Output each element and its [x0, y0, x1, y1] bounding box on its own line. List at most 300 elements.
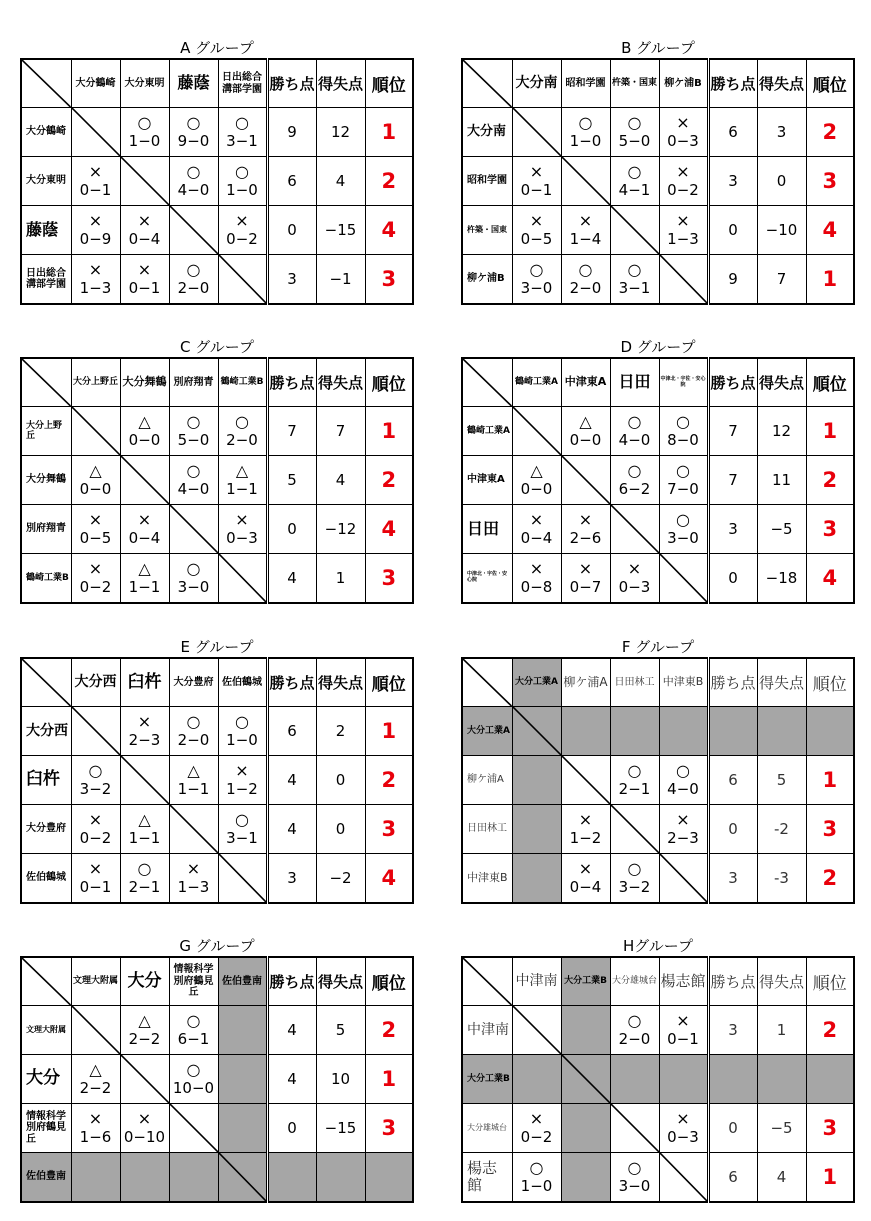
goal-diff-header: 得失点: [757, 957, 806, 1006]
row-team-3: 別府翔青: [21, 505, 71, 554]
rank-value: 2: [806, 854, 854, 904]
match-score: 0−0: [79, 480, 112, 498]
diagonal-line: [121, 157, 169, 205]
col-team-4: 佐伯鶴城: [218, 658, 267, 707]
diagonal-line: [513, 108, 561, 156]
match-score: 2−0: [226, 431, 258, 449]
diagonal-line: [660, 255, 707, 303]
match-result: [218, 805, 267, 854]
row-team-4: 日出総合 溝部学園: [21, 255, 71, 305]
self-cell: [218, 255, 267, 305]
corner-cell: [21, 59, 71, 108]
table-row: [462, 157, 854, 206]
rank-value: 2: [365, 157, 413, 206]
row-team-2: 大分東明: [21, 157, 71, 206]
col-team-2: 臼杵: [120, 658, 169, 707]
match-result: [561, 805, 610, 854]
result-symbol: △: [138, 412, 151, 431]
result-symbol: ○: [235, 162, 249, 181]
result-symbol: △: [579, 412, 592, 431]
result-symbol: ×: [578, 211, 593, 230]
match-score: 1−0: [569, 132, 602, 150]
table-row: [462, 255, 854, 305]
excluded-cell: [512, 805, 561, 854]
match-result: [659, 1006, 708, 1055]
points-value: 6: [267, 157, 316, 206]
diagonal-line: [660, 1153, 707, 1201]
result-symbol: △: [89, 461, 102, 480]
rank-value: 2: [365, 456, 413, 505]
result-symbol: ○: [186, 461, 201, 480]
col-team-3: 大分雄城台: [610, 957, 659, 1006]
rank-value: 3: [806, 1104, 854, 1153]
goal-diff-header: 得失点: [316, 957, 365, 1006]
goal-diff-value: −12: [316, 505, 365, 554]
match-score: 0−3: [618, 578, 651, 596]
match-score: 2−3: [667, 829, 699, 847]
goal-diff-value: -2: [757, 805, 806, 854]
points-header: 勝ち点: [708, 59, 757, 108]
rank-value: 4: [806, 206, 854, 255]
result-symbol: ×: [186, 859, 201, 878]
match-score: 0−9: [79, 230, 112, 248]
points-value: [708, 707, 757, 756]
match-result: [512, 456, 561, 505]
match-score: 0−2: [520, 1128, 553, 1146]
match-result: [120, 554, 169, 604]
match-score: 3−0: [618, 1177, 651, 1195]
points-header: 勝ち点: [708, 358, 757, 407]
excluded-cell: [610, 707, 659, 756]
diagonal-line: [121, 756, 169, 804]
rank-value: [806, 1055, 854, 1104]
col-team-1: 大分鶴崎: [71, 59, 120, 108]
match-result: [659, 1104, 708, 1153]
self-cell: [71, 407, 120, 456]
match-result: [218, 505, 267, 554]
rank-value: 1: [365, 707, 413, 756]
points-header: 勝ち点: [267, 358, 316, 407]
rank-value: 1: [806, 1153, 854, 1203]
row-team-3: 藤蔭: [21, 206, 71, 255]
self-cell: [218, 854, 267, 904]
match-result: [169, 157, 218, 206]
self-cell: [659, 854, 708, 904]
table-row: [462, 707, 854, 756]
points-value: 7: [708, 456, 757, 505]
excluded-cell: [561, 707, 610, 756]
diagonal-line: [660, 854, 707, 902]
match-result: [659, 157, 708, 206]
corner-cell: [462, 59, 512, 108]
result-symbol: ○: [627, 1158, 642, 1177]
diagonal-line: [463, 359, 512, 406]
match-result: [610, 1006, 659, 1055]
result-symbol: ○: [676, 461, 690, 480]
col-team-3: 藤蔭: [169, 59, 218, 108]
corner-cell: [21, 658, 71, 707]
match-result: [512, 1153, 561, 1203]
rank-value: [365, 1153, 413, 1203]
rank-value: 4: [365, 854, 413, 904]
goal-diff-value: −15: [316, 1104, 365, 1153]
match-score: 1−0: [520, 1177, 553, 1195]
result-symbol: ×: [137, 712, 152, 731]
points-value: 6: [708, 1153, 757, 1203]
table-row: [462, 505, 854, 554]
row-team-3: 大分豊府: [21, 805, 71, 854]
self-cell: [71, 1006, 120, 1055]
result-symbol: ○: [186, 712, 201, 731]
match-result: [120, 805, 169, 854]
goal-diff-header: 得失点: [757, 358, 806, 407]
goal-diff-header: 得失点: [316, 358, 365, 407]
match-score: 2−1: [128, 878, 161, 896]
self-cell: [610, 805, 659, 854]
match-result: [169, 1006, 218, 1055]
self-cell: [610, 206, 659, 255]
goal-diff-value: 1: [757, 1006, 806, 1055]
table-row: [21, 756, 413, 805]
result-symbol: △: [235, 461, 249, 480]
standings-table: [20, 956, 414, 1203]
result-symbol: ×: [88, 859, 103, 878]
excluded-cell: [512, 707, 561, 756]
excluded-cell: [71, 1153, 120, 1203]
col-team-3: 別府翔青: [169, 358, 218, 407]
match-score: 4−1: [618, 181, 651, 199]
match-score: 0−4: [569, 878, 602, 896]
table-row: [21, 206, 413, 255]
match-result: [561, 505, 610, 554]
row-team-2: 柳ケ浦A: [462, 756, 512, 805]
standings-table: [20, 357, 414, 604]
match-score: 2−6: [569, 529, 602, 547]
rank-header: 順位: [365, 957, 413, 1006]
rank-value: 3: [806, 157, 854, 206]
self-cell: [120, 456, 169, 505]
diagonal-line: [513, 707, 561, 755]
row-team-4: 鶴崎工業B: [21, 554, 71, 604]
result-symbol: △: [138, 810, 151, 829]
match-score: 9−0: [177, 132, 210, 150]
match-result: [120, 505, 169, 554]
result-symbol: ○: [137, 113, 152, 132]
row-team-4: 中津北・宇佐・安心院: [462, 554, 512, 604]
col-team-4: 日出総合 溝部学園: [218, 59, 267, 108]
result-symbol: ×: [88, 1109, 103, 1128]
group-b: [461, 36, 855, 305]
result-symbol: ×: [676, 162, 690, 181]
match-result: [120, 1006, 169, 1055]
goal-diff-value: [757, 1055, 806, 1104]
match-result: [610, 108, 659, 157]
excluded-cell: [659, 707, 708, 756]
col-team-1: 大分南: [512, 59, 561, 108]
match-result: [71, 456, 120, 505]
diagonal-line: [611, 1104, 659, 1152]
table-row: [21, 707, 413, 756]
table-row: [21, 407, 413, 456]
match-score: 2−0: [177, 731, 210, 749]
match-result: [169, 255, 218, 305]
match-result: [71, 157, 120, 206]
result-symbol: ○: [137, 859, 152, 878]
rank-header: 順位: [365, 658, 413, 707]
row-team-1: 中津南: [462, 1006, 512, 1055]
rank-value: 3: [806, 505, 854, 554]
rank-value: 1: [806, 407, 854, 456]
match-result: [610, 756, 659, 805]
match-result: [120, 255, 169, 305]
table-row: [21, 505, 413, 554]
row-team-1: 大分南: [462, 108, 512, 157]
match-result: [561, 255, 610, 305]
result-symbol: ×: [529, 162, 544, 181]
match-score: 1−0: [128, 132, 161, 150]
row-team-3: 日田: [462, 505, 512, 554]
match-result: [218, 407, 267, 456]
points-value: 4: [267, 1006, 316, 1055]
match-score: 0−10: [123, 1128, 166, 1146]
match-result: [659, 108, 708, 157]
result-symbol: ○: [235, 412, 249, 431]
diagonal-line: [611, 805, 659, 853]
match-result: [169, 854, 218, 904]
col-team-3: 情報科学 別府鶴見 丘: [169, 957, 218, 1006]
table-row: [21, 1006, 413, 1055]
result-symbol: ○: [186, 1060, 201, 1079]
group-h: [461, 934, 855, 1203]
result-symbol: ○: [529, 260, 544, 279]
goal-diff-value: 4: [757, 1153, 806, 1203]
table-row: [21, 805, 413, 854]
goal-diff-value: 12: [757, 407, 806, 456]
result-symbol: ×: [88, 559, 103, 578]
result-symbol: ×: [137, 510, 152, 529]
result-symbol: ○: [186, 113, 201, 132]
excluded-cell: [120, 1153, 169, 1203]
col-team-1: 大分西: [71, 658, 120, 707]
match-result: [610, 255, 659, 305]
result-symbol: △: [89, 1060, 102, 1079]
col-team-4: 佐伯豊南: [218, 957, 267, 1006]
match-score: 1−0: [226, 181, 258, 199]
match-score: 0−0: [520, 480, 553, 498]
match-score: 0−7: [569, 578, 602, 596]
standings-table: [20, 657, 414, 904]
match-result: [610, 407, 659, 456]
row-team-4: 佐伯豊南: [21, 1153, 71, 1203]
match-result: [169, 108, 218, 157]
result-symbol: ×: [676, 211, 690, 230]
points-value: 6: [708, 756, 757, 805]
goal-diff-header: 得失点: [316, 59, 365, 108]
match-result: [561, 108, 610, 157]
col-team-3: 杵築・国東: [610, 59, 659, 108]
match-score: 1−1: [128, 578, 161, 596]
result-symbol: ○: [235, 810, 249, 829]
col-team-2: 大分工業B: [561, 957, 610, 1006]
self-cell: [561, 157, 610, 206]
excluded-cell: [610, 1055, 659, 1104]
points-value: 3: [708, 854, 757, 904]
match-score: 1−6: [79, 1128, 112, 1146]
group-title: C グループ: [179, 338, 255, 356]
result-symbol: ○: [186, 162, 201, 181]
match-score: 3−0: [177, 578, 210, 596]
match-score: 0−2: [226, 230, 258, 248]
row-team-1: 文理大附属: [21, 1006, 71, 1055]
match-score: 3−1: [226, 132, 258, 150]
rank-value: 4: [365, 206, 413, 255]
points-value: 4: [267, 756, 316, 805]
match-score: 0−0: [569, 431, 602, 449]
result-symbol: ×: [529, 559, 544, 578]
points-value: 0: [708, 206, 757, 255]
col-team-4: 鶴崎工業B: [218, 358, 267, 407]
standings-table: [20, 58, 414, 305]
match-score: 4−0: [177, 480, 210, 498]
match-result: [610, 554, 659, 604]
row-team-1: 大分西: [21, 707, 71, 756]
points-value: 7: [267, 407, 316, 456]
points-value: 5: [267, 456, 316, 505]
diagonal-line: [219, 854, 266, 902]
col-team-2: 大分東明: [120, 59, 169, 108]
diagonal-line: [562, 756, 610, 804]
result-symbol: ×: [578, 859, 593, 878]
points-value: 0: [267, 206, 316, 255]
match-score: 1−1: [128, 829, 161, 847]
standings-table: [461, 357, 855, 604]
col-team-1: 文理大附属: [71, 957, 120, 1006]
self-cell: [169, 805, 218, 854]
table-row: [462, 1055, 854, 1104]
goal-diff-value: −2: [316, 854, 365, 904]
rank-value: 3: [365, 554, 413, 604]
table-row: [21, 108, 413, 157]
points-header: 勝ち点: [267, 59, 316, 108]
self-cell: [610, 505, 659, 554]
match-score: 1−1: [226, 480, 258, 498]
result-symbol: ×: [627, 559, 642, 578]
self-cell: [218, 554, 267, 604]
group-g: [20, 934, 414, 1203]
goal-diff-header: 得失点: [316, 658, 365, 707]
excluded-cell: [218, 1104, 267, 1153]
diagonal-line: [22, 60, 71, 107]
col-team-4: 楊志館: [659, 957, 708, 1006]
match-result: [169, 407, 218, 456]
diagonal-line: [121, 1055, 169, 1103]
diagonal-line: [72, 407, 120, 455]
goal-diff-value: 0: [316, 756, 365, 805]
match-score: 0−4: [128, 529, 161, 547]
result-symbol: ○: [529, 1158, 544, 1177]
points-value: 6: [708, 108, 757, 157]
match-result: [71, 805, 120, 854]
excluded-cell: [561, 1104, 610, 1153]
result-symbol: ×: [529, 1109, 544, 1128]
match-result: [120, 854, 169, 904]
excluded-cell: [512, 854, 561, 904]
match-score: 0−1: [667, 1030, 699, 1048]
result-symbol: ×: [137, 211, 152, 230]
goal-diff-value: 3: [757, 108, 806, 157]
match-result: [610, 157, 659, 206]
diagonal-line: [219, 1153, 266, 1201]
rank-value: 3: [365, 805, 413, 854]
goal-diff-value: 1: [316, 554, 365, 604]
match-score: 0−4: [520, 529, 553, 547]
goal-diff-value: 12: [316, 108, 365, 157]
diagonal-line: [72, 1006, 120, 1054]
rank-value: 1: [365, 108, 413, 157]
result-symbol: ○: [627, 260, 642, 279]
group-title: G グループ: [179, 937, 255, 955]
result-symbol: ○: [676, 510, 690, 529]
rank-value: 4: [806, 554, 854, 604]
row-team-1: 大分工業A: [462, 707, 512, 756]
row-team-2: 大分: [21, 1055, 71, 1104]
match-result: [659, 407, 708, 456]
match-score: 0−1: [79, 181, 112, 199]
match-result: [120, 206, 169, 255]
result-symbol: ○: [627, 461, 642, 480]
match-result: [659, 456, 708, 505]
result-symbol: ○: [578, 260, 593, 279]
match-score: 0−3: [226, 529, 258, 547]
col-team-4: 中津北・宇佐・安心院: [659, 358, 708, 407]
match-score: 3−2: [618, 878, 651, 896]
match-result: [512, 554, 561, 604]
group-d: [461, 335, 855, 604]
table-row: [21, 1055, 413, 1104]
points-value: 4: [267, 1055, 316, 1104]
match-score: 2−2: [128, 1030, 161, 1048]
result-symbol: ○: [186, 559, 201, 578]
result-symbol: ○: [186, 260, 201, 279]
diagonal-line: [463, 958, 512, 1005]
goal-diff-value: 7: [757, 255, 806, 305]
match-result: [218, 707, 267, 756]
result-symbol: ×: [235, 761, 249, 780]
goal-diff-value: −5: [757, 1104, 806, 1153]
col-team-2: 中津東A: [561, 358, 610, 407]
points-header: 勝ち点: [708, 658, 757, 707]
result-symbol: ○: [676, 761, 690, 780]
corner-cell: [462, 658, 512, 707]
match-score: 0−2: [667, 181, 699, 199]
row-team-3: 杵築・国東: [462, 206, 512, 255]
col-team-3: 日田林工: [610, 658, 659, 707]
match-score: 1−2: [569, 829, 602, 847]
match-result: [218, 108, 267, 157]
excluded-cell: [561, 1055, 610, 1104]
points-value: 4: [267, 805, 316, 854]
match-result: [169, 756, 218, 805]
match-result: [512, 505, 561, 554]
match-score: 1−2: [226, 780, 258, 798]
corner-cell: [462, 957, 512, 1006]
match-score: 0−5: [520, 230, 553, 248]
result-symbol: △: [530, 461, 543, 480]
rank-value: 4: [365, 505, 413, 554]
row-team-1: 大分鶴崎: [21, 108, 71, 157]
table-row: [462, 805, 854, 854]
match-score: 0−0: [128, 431, 161, 449]
